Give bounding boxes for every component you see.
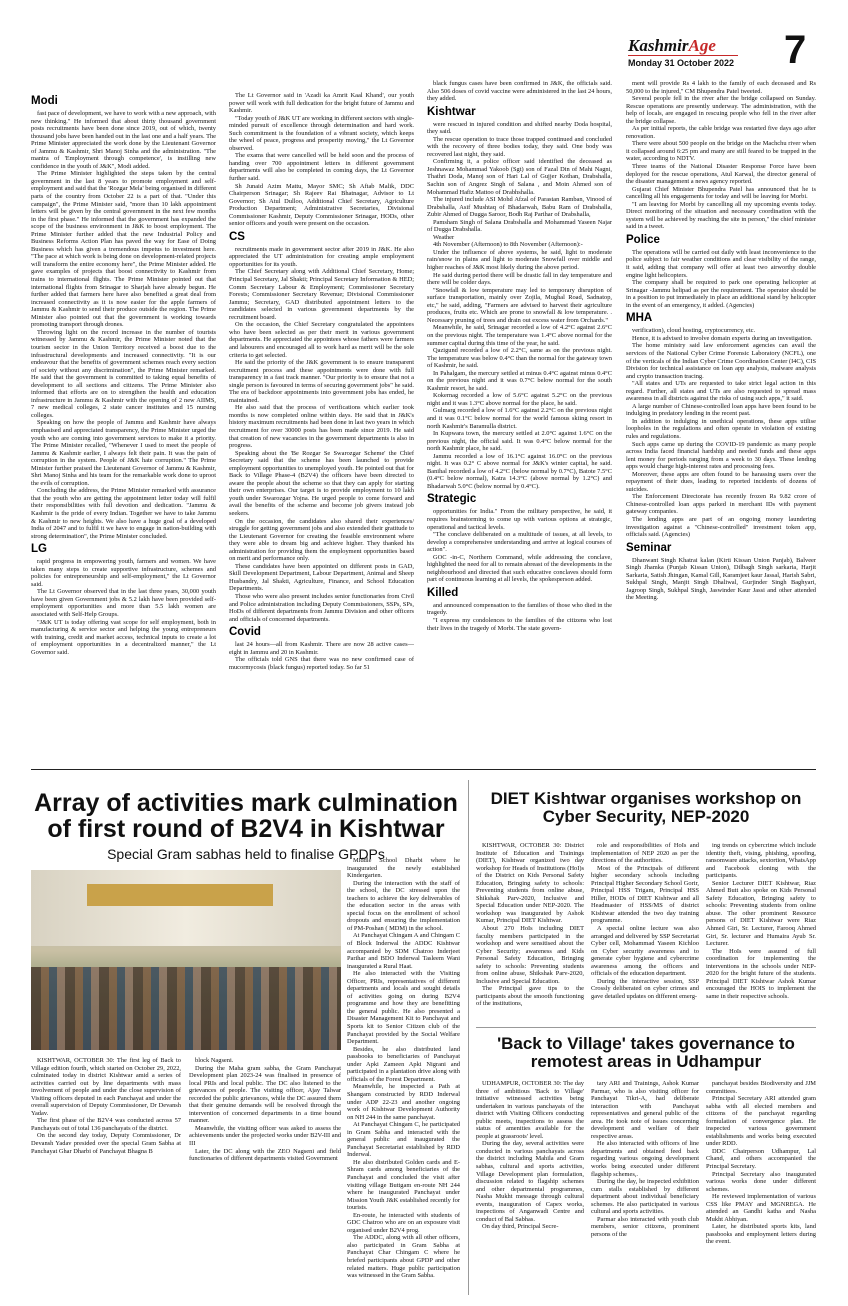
paragraph: Under the influence of above systems, he said, light to moderate rain/snow in plains and light to moderate Snowfall over middle and higher reaches of J&K most likely during the above period. [427,248,612,272]
paragraph: The first phase of the B2V4 was conducted across 57 Panchayats out of total 136 panchayats of the district. [31,1117,181,1132]
paragraph: He also interacted with the Visiting Officer, PRIs, representatives of different departments and locals and sought details of activities going on during B2V4 programme and how they are benefitting the general public. He also presented a Disaster Management Kit to Panchayat and Sports kit to Senior Citizen club of the Panchayat provided by the Social Welfare Department. [347,970,460,1046]
section-heading: Seminar [626,541,672,554]
paragraph: He said the priority of the J&K government is to ensure transparent recruitment process and these appointments were done with full transparency in a fast track manner. "Our priority is to ensure that not a single person is favoured in terms of securing government jobs" he said. The era of backdoor appointments into government jobs has ended, he maintained. [229,359,414,404]
paragraph: Jammu recorded a low of 16.1°C against 16.0°C on the previous night. It was 0.2° C above normal for J&K's winter capital, he said. Banihal recorded a low of 4.2°C (below normal by 0.7°C), Batote 7.5°C (0.4°C below normal), Katra 14.3°C (above normal by 1.2°C) and Bhadarwah 5.0°C (below normal by 0.4°C). [427,452,612,490]
paragraph: were rescued in injured condition and shifted nearby Doda hospital, they said. [427,120,612,136]
page-number: 7 [784,28,807,72]
diet-column-3 [706,842,816,1022]
diet-headline: DIET Kishtwar organises workshop on Cyber Security, NEP-2020 [490,789,802,826]
paragraph: UDHAMPUR, OCTOBER 30: The day three of ambitious 'Back to Village' initiative witnessed activities being undertaken in various panchayats of the district with Visiting Officers conducting public meets, inspections to assess the status of amenities available for the people at grassroots' level. [476,1080,584,1140]
btv-column-1 [476,1080,584,1295]
paragraph: Throwing light on the record increase in the number of tourists witnessed by Jammu & Kashmir, the Prime Minister noted that the tourism sector in the Union Territory received a boost due to the infrastructural developments and increased connectivity. "It is our endeavour that the benefits of government schemes reach every section of society without any discrimination", the Prime Minister remarked. He said that the government is committed to taking equal benefits of development to all sections and citizens. The Prime Minister also informed that efforts are on to strengthen the health and education infrastructure in Jammu & Kashmir with the opening of 2 new AIIMS, 7 new medical colleges, 2 state cancer institutes and 15 nursing colleges. [31,328,216,419]
paragraph: These candidates have been appointed on different posts in GAD, Skill Development Department, Labour Department, Animal and Sheep Husbandry, Jal Shakti, Agriculture, Finance, and School Education Departments. [229,562,414,593]
paragraph: In addition to indulging in unethical operations, these apps utilise loopholes in the regulations and often operate in violation of existing rules and regulations. [626,417,816,440]
paragraph: ing trends on cybercrime which include identity theft, vising, phishing, spoofing, ransomware attacks, sextortion, WhatsApp and Facebook cloning with the participants. [706,842,816,880]
paragraph: "I express my condolences to the families of the citizens who lost their lives in the tragedy of Morbi. The state govern- [427,617,612,632]
paragraph: On day third, Principal Secre- [482,1223,559,1231]
section-heading: LG [31,543,47,556]
paragraph: Dhanwant Singh Khatrai kalan (Kirti Kissan Union Panjab), Balveer Singh Jhamka (Punjab Kissan Union), Dilbagh Singh sarkaria, Harjit Sarkaria, Satish Jhingan, Kamal Gill, Karamjeet kaur Jassal, Harish Sabri, Sukhpal Singh, Manjit Singh Dhaliwal, Gurjinder Singh Baghyari, Jagroop Singh, Sukhpal Singh, Jaswinder Kaur Jassi and other attended the Meeting. [626,556,816,602]
paragraph: "Today youth of J&K UT are working in different sectors with single-minded pursuit of excellence through determination and hard work. Such commitment is the foundation of a vibrant society, which keeps the wheel of peace, progress and prosperity moving," the Lt Governor observed. [229,114,414,152]
paragraph: "J&K UT is today offering vast scope for self employment, both in manufacturing & service sector and helping the young entrepreneurs with training, credit and market access, technical inputs to create a lot of employment opportunities in a decentralized manner," the Lt Governor said. [31,618,216,656]
paragraph: panchayat besides Biodiversity and JJM committees. [706,1080,816,1095]
paragraph: Meanwhile, he inspected a Path at Shangam constructed by RDD Inderwal under ADP 22-23 and another ongoing work of Kishtwar Development Authority on NH 244 in the same panchayat. [347,1083,460,1121]
masthead-rule [628,55,738,56]
paragraph: tary ARI and Trainings, Ashok Kumar Parmar, who is also visiting officer for Panchayat Tikri-A, had deliberate interaction with Panchayat representatives and general public of the area. He took note of issues concerning development and welfare of their respective areas. [591,1080,699,1140]
logo-main: Kashmir [628,36,689,55]
paragraph: opportunities for India." From the military perspective, he said, it requires brainstorming to come up with various options at strategic, operational and tactical levels. [427,508,612,531]
paragraph: The lending apps are part of an ongoing money laundering investigation against a "Chinese-controlled" investment token app, officials said. (Agencies) [626,515,816,539]
paragraph: Middle School Dharbi where he inaugurated the newly established Kindergarten. [347,857,460,880]
paragraph: Speaking about the 'Be Rozgar Se Swarozgar Scheme' the Chief Secretary said that the scheme has been launched to provide employment opportunities to unemployed youth. He pointed out that for Back to Village Phase-4 (B2V4) the officers have been directed to aware the people about the scheme so that they can apply for starting their own enterprises. Our target is to provide employment to 10 lakh youth under Swarozgar Yojna. He urged people to come forward and avail the benefits of the scheme and become job givers instead job seekers. [229,449,414,517]
paragraph: KISHTWAR, OCTOBER 30: The first leg of Back to Village edition fourth, which started on October 29, 2022, culminated today in district Kishtwar amid a series of activities carried out by line departments with mass involvement of people and under the close supervision of Visiting officers deputed in each Panchayat and under the overall supervision of Deputy Commissioner, Dr Devansh Yadav. [31,1057,181,1117]
top-column-3 [427,80,612,764]
paragraph: In Kupwara town, the mercury settled at 2.0°C against 1.6°C on the previous night, the official said. It was 0.4°C below normal for the north Kashmir place, he said. [427,430,612,453]
paragraph: During the Maha gram sabha, the Gram Panchayat Development plan 2023-24 was finalised in presence of local PRIs and local public. The DC also listened to the grievances of people. The visiting officer, Ajay Talwar recorded the public grievances, while the DC assured them that their genuine demands will be resolved through the intervention of concerned departments in a time bound manner. [189,1064,341,1125]
paragraph: The rescue operation to trace those trapped continued and concluded with the recovery of three bodies today, they said. One body was recovered last night, they said. [427,135,612,158]
photo-crowd [31,967,341,1050]
top-column-2 [229,92,414,764]
paragraph: En-route, he interacted with students of GDC Chatroo who are on an exposure visit organised under B2V4 prog. [347,1211,460,1234]
section-heading: MHA [626,312,653,325]
paragraph: During the interactive session, SSP Crossly deliberated on cyber crimes and gave detailed updates on different emerg- [591,977,699,1000]
paragraph: Gujarat Chief Minister Bhupendra Patel has announced that he is cancelling all his engagements for today and will be leaving for Morbi. [626,185,816,201]
section-heading: Police [626,233,660,246]
b2v4-photo [31,870,341,1050]
paragraph: He said during period there will be drastic fall in day temperature and there will be colder days. [427,271,612,287]
paragraph: Moreover, these apps are often found to be harassing users over the repayment of their dues, leading to reported incidents of dozens of suicides. [626,470,816,493]
paragraph: There were about 500 people on the bridge on the Machchu river when it collapsed around 6:25 pm and many are still feared to be trapped in the water, according to NDTV. [626,140,816,163]
paragraph: Besides, he also distributed land passbooks to beneficiaries of Panchayat under Apki Zameen Apki Nigrani and participated in a plantation drive along with officials of the Forest Department. [347,1045,460,1083]
paragraph: Three teams of the National Disaster Response Force have been deployed for the rescue operations, Atul Karwal, the director general of the disaster management a news agency reported. [626,163,816,186]
paragraph: Such apps came up during the COVID-19 pandemic as many people across India faced financial hardship and needed funds and these apps lent money for periods ranging from a week to 30 days. These lending apps would charge high-interest rates and processing fees. [626,440,816,471]
paragraph: "Snowfall & low temperature may led to temporary disruption of surface transportation, mainly over Zojila, Mughal Road, Sadnatop, etc," he said, adding, "Farmers are advised to harvest their agriculture produces, fruits etc. Which are prone to snowfall & low temperature. . Necessary pruning of trees and drain out excess water from Orchards." [427,286,612,324]
paragraph: role and responsibilities of HoIs and implementation of NEP 2020 as per the directions of the authorities. [591,842,699,865]
paragraph: The Principal gave tips to the participants about the smooth functioning of the institutions, [476,985,584,1008]
paragraph: DDC Chairperson Udhampur, Lal Chand, and others accompanied the Principal Secretary. [706,1147,816,1171]
masthead-logo [628,36,716,56]
diet-divider [476,1027,816,1028]
paragraph: Kokernag recorded a low of 5.6°C against 5.2°C on the previous night and it was 1.3°C above normal for the place, he said. [427,392,612,407]
paragraph: Confirming it, a police officer said identified the deceased as Jeshnawaz Mohammad Yakoob (Sgt) son of Fazal Din of Mahi Nagni, Thathri Doda, Manoj son of Hari Lal of Gujjer Kothan, Drabshalla, Sachin son of Angrez Singh of Salana , and Moin Ahmed son of Mohammad Hafiz Mattoo of Drabhshalla. [427,158,612,196]
paragraph: Qazigund recorded a low of 2.2°C, same as on the previous night. The temperature was below 0.4°C than the normal for the gateway town of Kashmir, he said. [427,347,612,370]
paragraph: During the interaction with the staff of the school, the DC stressed upon the teachers to achieve the key deliverables of the education sector in the areas with special focus on the enrollment of school dropouts and ensuring the implementation of PM-Poshan ( MDM) in the school. [347,879,460,932]
paragraph: At Panchayat Chingam A and Chingam C of Block Inderwal the ADDC Kishtwar accompanied by SDM Chatroo Inderjeet Parihar and BDO Inderwal Tasleem Wani inaugurated a Rural Haat. [347,932,460,970]
diet-column-1 [476,842,584,1022]
paragraph: recruitments made in government sector after 2019 in J&K. He also appreciated the UT administration for creating ample employment opportunities for its youth. [229,245,414,268]
section-heading: Kishtwar [427,105,476,118]
b2v4-column-2 [189,1057,341,1295]
paragraph: rapid progress in empowering youth, farmers and women. We have taken many steps to create supportive infrastructure, schemes and policies for entrepreneurship and self-employment," the Lt Governor said. [31,558,216,588]
paragraph: Meanwhile, the visiting officer was asked to assess the achievements under the projected works under B2V-III and III [189,1124,341,1148]
logo-accent: Age [688,36,716,55]
paragraph: The officials told GNS that there was no new confirmed case of mucormycosis (black fungus) reported today. So far 51 [229,656,414,671]
paragraph: The operations will be carried out daily with least inconvenience to the police subject to fair weather conditions and clear visibility of the range, it said, adding that company will offer at least two airworthy double engine light helicopters. [626,248,816,279]
paragraph: About 270 HoIs including DIET faculty members participated in the workshop and were sensitised about the Cyber Security; awareness and Kids Personal Safety Education, Bringing safety to schools: Preventing students from online abuse, Shikshak Parv-2020, Inclusive and Special Education. [476,925,584,985]
paragraph: Concluding the address, the Prime Minister remarked with assurance that the youth who are getting the appointment letter today will fulfil their responsibilities with full devotion and dedication. "Jammu & Kashmir is the pride of every Indian. Together we have to take Jammu & Kashmir to new heights. We also have a huge goal of a developed India of 2047 and to fulfil it we have to engage in nation-building with strong determination", the Prime Minister concluded. [31,487,216,540]
paragraph: GOC -in-C, Northern Command, while addressing the conclave, highlighted the need for all to remain abreast of the developments in the neighbourhood and directed that such educative conclaves should form part of continuous learning at all levels, the spokesperson added. [427,553,612,584]
paragraph: The home ministry said law enforcement agencies can avail the services of the National Cyber Crime Forensic Laboratory (NCFL), one of the verticals of the Indian Cyber Crime Coordination Center (I4C), CIS Division for technical assistance on loan app analysis, malware analysis and crypto transaction tracing. [626,342,816,380]
paragraph: He also distributed Golden cards and E-Shram cards among beneficiaries of the Panchayat and concluded the visit after visiting village Buttgam en-route NH 244 where he inaugurated Panchayat under Mission Youth J&K established recently for tourists. [347,1158,460,1212]
paragraph: On the occasion, the Chief Secretary congratulated the appointees who have been selected as per their merit in various government departments. He appreciated the appointees whose fathers were farmers and labourers and encouraged all to work hard as merit will be the sole criteria to get selected. [229,321,414,359]
paragraph: Speaking on how the people of Jammu and Kashmir have always emphasised and appreciated transparency, the Prime Minister urged the youth who are coming into government services to make it a priority. The Prime Minister recalled, "Whenever I used to meet the people of Jammu & Kashmir earlier, I always felt their pain. It was the pain of corruption in the system. People of J&K hate corruption." The Prime Minister further praised the Lieutenant Governor of Jammu & Kashmir, Shri Manoj Sinha and his team for the remarkable work done to uproot the evils of corruption. [31,419,216,487]
paragraph: The Chief Secretary along with Additional Chief Secretary, Home; Principal Secretary, Jal Shakti; Principal Secretary Information & HED; Comm Secretary Labour & Employment; Commissioner Secretary Forests; Commissioner Secretary Revenue; Divisional Commissioner Jammu; Secretary, GAD distributed appointment letters to the candidates selected in various government departments by the recruitment board. [229,268,414,321]
paragraph: The Enforcement Directorate has recently frozen Rs 9.82 crore of Chinese-controlled loan apps parked in merchant IDs with payment gateway companies. [626,493,816,516]
paragraph: At Panchayat Chingam C, he participated in Gram Sabha and interacted with the general public and inaugurated the Panchayat Secretariat established by RDD Inderwal. [347,1121,460,1159]
section-heading: Strategic [427,493,477,506]
section-divider [31,769,816,770]
paragraph: The Prime Minister highlighted the steps taken by the central government in the last 8 years to promote employment and self-employment and said that the 'Rozgar Mela' being organised in different parts of the country from October 22 is a part of that. "Under this campaign", the Prime Minister said, "more than 10 lakh appointment letters will be given by the central government in the next few months in the first phase." He informed that the government has expanded the scope of the business environment in J&K to boost employment. The Prime Minister further added that the new Industrial Policy and Business Reforms Action Plan has paved the way for Ease of Doing Business which has given a tremendous impetus to investment here. "The pace at which work is being done on development-related projects will transform the entire economy here", the Prime Minister added. He gave examples of projects that boost connectivity to Kashmir from trains to international flights. The Prime Minister pointed out that international flights from Srinagar to Sharjah have already begun. He further added that farmers here have also benefited a great deal from increased connectivity as it is now easier for the apple farmers of Jammu & Kashmir to send their produce outside the region. The Prime Minister also pointed out that the government is working towards promoting transport through drones. [31,170,216,329]
paragraph: During the day, he inspected exhibition cum stalls established by different department about individual beneficiary schemes. He also participated in various cultural and sports activities. [591,1178,699,1216]
paragraph: ment will provide Rs 4 lakh to the family of each deceased and Rs 50,000 to the injured," CM Bhupendra Patel tweeted. [626,80,816,95]
paragraph: He also interacted with officers of line departments and obtained feed back regarding various ongoing development works being executed under different flagship schemes,. [591,1140,699,1178]
b2v4-subhead: Special Gram sabhas held to finalise GPDPs [107,846,385,862]
btv-column-3 [706,1080,816,1295]
paragraph: He reviewed implementation of various CSS like PMAY and MGNREGA. He attended an Gandhi katha and Nasha Mukht Abhiyan. [706,1193,816,1223]
b2v4-headline: Array of activities mark culmination of first round of B2V4 in Kishtwar [34,789,458,843]
paragraph: The Lt Governor observed that in the last three years, 30,000 youth have been given Government jobs & 5.2 lakh have been provided self-employment opportunities and more than 5.5 lakh women are associated with Self-Help Groups. [31,588,216,618]
paragraph: block Nagseni. [195,1057,234,1064]
paragraph: The ADDC, along with all other officers, also participated in Gram Sabha at Panchayat Char Chingam C where he briefed participants about GPDP and other related matters. Huge public participation was witnessed in the Gram Sabha. [347,1234,460,1280]
section-heading: Modi [31,95,58,107]
btv-headline: 'Back to Village' takes governance to remotest areas in Udhampur [497,1034,795,1071]
paragraph: "All states and UTs are requested to take strict legal action in this regard. Further, all states and UTs are also requested to spread mass awareness in all districts against the risks of using such apps," it said. [626,380,816,403]
paragraph: and announced compensation to the families of those who died in the tragedy. [427,601,612,617]
paragraph: He also said that the process of verifications which earlier took months is now completed online within days. He said that in J&K's history maximum recruitments had been done in last two years in which recruitment for over 30000 posts has been made since 2019. He said that creation of new vacancies in the government departments is also in progress. [229,404,414,450]
paragraph: Sh Junaid Azim Mattu, Mayor SMC; Sh Aftab Malik, DDC Chairperson Srinagar; Sh Rajeev Rai Bhatnagar, Advisor to Lt Governor; Sh Atul Dulloo, Additional Chief Secretary, Agriculture Production Department; Administrative Secretaries, Divisional Commissioner Kashmir, Deputy Commissioner Srinagar, HODs, other senior officers and youth were present on the occasion. [229,182,414,228]
paragraph: Later, the DC along with the ZEO Nagseni and field functionaries of different departments visited Government [189,1147,341,1163]
paragraph: The injured include ASI Mohd Afzal of Parastan Ramban, Vinood of Drabshalla, Asif Mushtaq of Bhadarwah, Babu Ram of Drabshalla, Zubir Ahmed of Dugga Saroor, Bodh Raj Parihar of Drabshalla, [427,196,612,219]
paragraph: The Lt Governor said in 'Azadi ka Amrit Kaal Khand', our youth power will work with full dedication for the bright future of Jammu and Kashmir. [229,92,414,115]
section-heading: Covid [229,626,261,639]
diet-column-2 [591,842,699,1022]
paragraph: Later, he distributed sports kits, land passbooks and employment letters during the event. [706,1223,816,1246]
paragraph: Most of the Principals of different higher secondary schools including Principal Higher Secondary School Gorir, Principal HSS Trigam, Principal HSS Hiller, HODs of DIET Kishtwar and all Headmaster of HSS/MS of district Kishtwar attended the two day training programme. [591,864,699,925]
paragraph: Several people fell in the river after the bridge collapsed on Sunday. Rescue operations are presently underway. The administration, with the help of locals, are engaged in rescuing people who fell in the river after the bridge collapse. [626,95,816,125]
vertical-divider [468,780,469,1295]
top-column-1 [31,92,216,764]
paragraph: Pamsham Singh of Salana Drabshalla and Mohammad Yaseen Najar of Dugga Drabshalla. [427,218,612,234]
paragraph: During the day, several activities were conducted in various panchayats across the district including Mahila and Gram sabhas, cultural and sports activities, Village Development plan formulation, discussion related to flagship schemes and other departmental programmes, Nasha Mukht message through cultural events, inauguration of Capex works, inspections of Anganwadi Centre and conduct of Bal Sabhas. [476,1140,584,1223]
section-heading: CS [229,230,245,243]
paragraph: The HoIs were assured of full coordination for implementing the interventions in the schools under NEP-2020 for the bright future of the students. Principal DIET Kishtwar Ashok Kumar encouraged the HOIS to implement the same in their respective schools. [706,947,816,1000]
paragraph: On the second day today, Deputy Commissioner, Dr Devansh Yadav presided over the special Gram Sabha at Panchayat Ghar Dharbi of Panchayat Bhagna B [31,1132,181,1155]
paragraph: Weather [433,233,455,241]
b2v4-column-1 [31,1057,181,1295]
paragraph: The exams that were cancelled will be held soon and the process of handing over 700 appointment letters in different government departments will also be completed in coming days, the Lt Governor further said. [229,152,414,183]
paragraph: A special online lecture was also arranged and delivered by SSP Secretariat Cyber cell, Mohammad Yaseen Kichloo on Cyber security awareness and to generate cyber hygiene and cybercrime awareness among the officers and officials of the education department. [591,925,699,978]
btv-column-2 [591,1080,699,1295]
paragraph: A large number of Chinese-controlled loan apps have been found to be indulging in predatory lending in the recent past. [626,402,816,418]
paragraph: The company shall be required to park one operating helicopter at Srinagar -Jammu helipad as per the requirement. The operator should be in a position to put immediately in place an additional stand by helicopter in the event of an emergency, it added. (Agencies) [626,279,816,309]
paragraph: Senior Lecturer DIET Kishtwar, Riaz Ahmed Butt also spoke on Kids Personal Safety Education, Bringing safety to schools: Preventing students from online abuse. The other prominent Resource persons of DIET Kishtwar were Riaz Ahmed Giri, Sr. Lecturer, Farooq Ahmed Giri, Sr. lecturer and Humaira Ayub Sr. Lecturer. [706,879,816,948]
paragraph: fast pace of development, we have to work with a new approach, with new thinking." He informed that about thirty thousand government posts recruitments have been done since 2019, out of which, twenty thousand jobs have been handed out in the last one and a half years. The Prime Minister appreciated the work done by the Lieutenant Governor of Jammu & Kashmir, Shri Manoj Sinha and the administration. "The mantra of 'Employment through competence', is instilling new confidence in the youth of J&K", Modi added. [31,110,216,170]
masthead-date: Monday 31 October 2022 [628,58,735,68]
paragraph: "The conclave deliberated on a multitude of issues, at all levels, to develop a comprehensive understanding and arrive at logical courses of action". [427,531,612,554]
paragraph: Those who were also present includes senior functionaries from Civil and Police administration including Deputy Commissioners, SSPs, SPs, HoDs of different departments from Jammu Division and other officers and officials of concerned departments. [229,593,414,623]
paragraph: On the occasion, the candidates also shared their experiences/ struggle for getting government jobs and also extended their gratitude to the Lieutenant Governor for creating the feasible environment where they were able to dream big and achieve higher. They thanked his administration for providing them the employment opportunities based on merit and performance only. [229,517,414,563]
paragraph: verification), cloud hosting, cryptocurrency, etc. [632,327,756,335]
paragraph: As per initial reports, the cable bridge was restarted five days ago after renovation. [626,125,816,140]
paragraph: Meanwhile, he said, Srinagar recorded a low of 4.2°C against 2.6°C on the previous night. The temperature was 1.4°C above normal for the summer capital during this time of the year, he said. [427,324,612,347]
photo-tent [31,870,341,946]
paragraph: Gulmarg recorded a low of 1.6°C against 2.2°C on the previous night and it was 0.1°C below normal for the world famous skiing resort in north Kashmir's Baramulla district. [427,407,612,430]
paragraph: KISHTWAR, OCTOBER 30: District Institute of Education and Trainings (DIET), Kishtwar organized two day workshop for Heads of Institutions (HoI)s of the District on Kids Personal Safety Education, Bringing safety to schools: Preventing students from online abuse, Shikshak Parv-2020, Inclusive and Special Education under NEP-2020. The workshop was inaugurated by Ashok Kumar, Principal DIET Kishtwar. [476,842,584,925]
paragraph: 4th November (Afternoon) to 8th November (Afternoon):- [433,241,583,249]
paragraph: black fungus cases have been confirmed in J&K, the officials said. Also 506 doses of covid vaccine were administered in the last 24 hours, they added. [427,80,612,103]
paragraph: last 24 hours—all from Kashmir. There are now 28 active cases—eight in Jammu and 20 in Kashmir. [229,641,414,656]
paragraph: Principal Secretary ARI attended gram sabha with all elected members and citizens of the panchayat regarding formulation of convergence plan. He inspected various government establishments and works being executed under RDD. [706,1095,816,1148]
paragraph: "I am leaving for Morbi by cancelling all my upcoming events today. Direct monitoring of the situation and necessary coordination with the system will be achieved by reaching the site in person," the chief minister said in a tweet. [626,200,816,231]
b2v4-column-3 [347,857,460,1295]
paragraph: Parmar also interacted with youth club members, senior citizens, prominent persons of the [591,1215,699,1238]
top-column-4 [626,80,816,764]
paragraph: Hence, it is advised to involve domain experts during an investigation. [632,334,813,342]
paragraph: In Pahalgam, the mercury settled at minus 0.4°C against minus 0.4°C on the previous night and it was 0.7°C below normal for the south Kashmir resort, he said. [427,369,612,392]
section-heading: Killed [427,586,459,599]
photo-banner [87,884,273,906]
paragraph: Principal Secretary also inaugurated various works done under different schemes. [706,1170,816,1193]
